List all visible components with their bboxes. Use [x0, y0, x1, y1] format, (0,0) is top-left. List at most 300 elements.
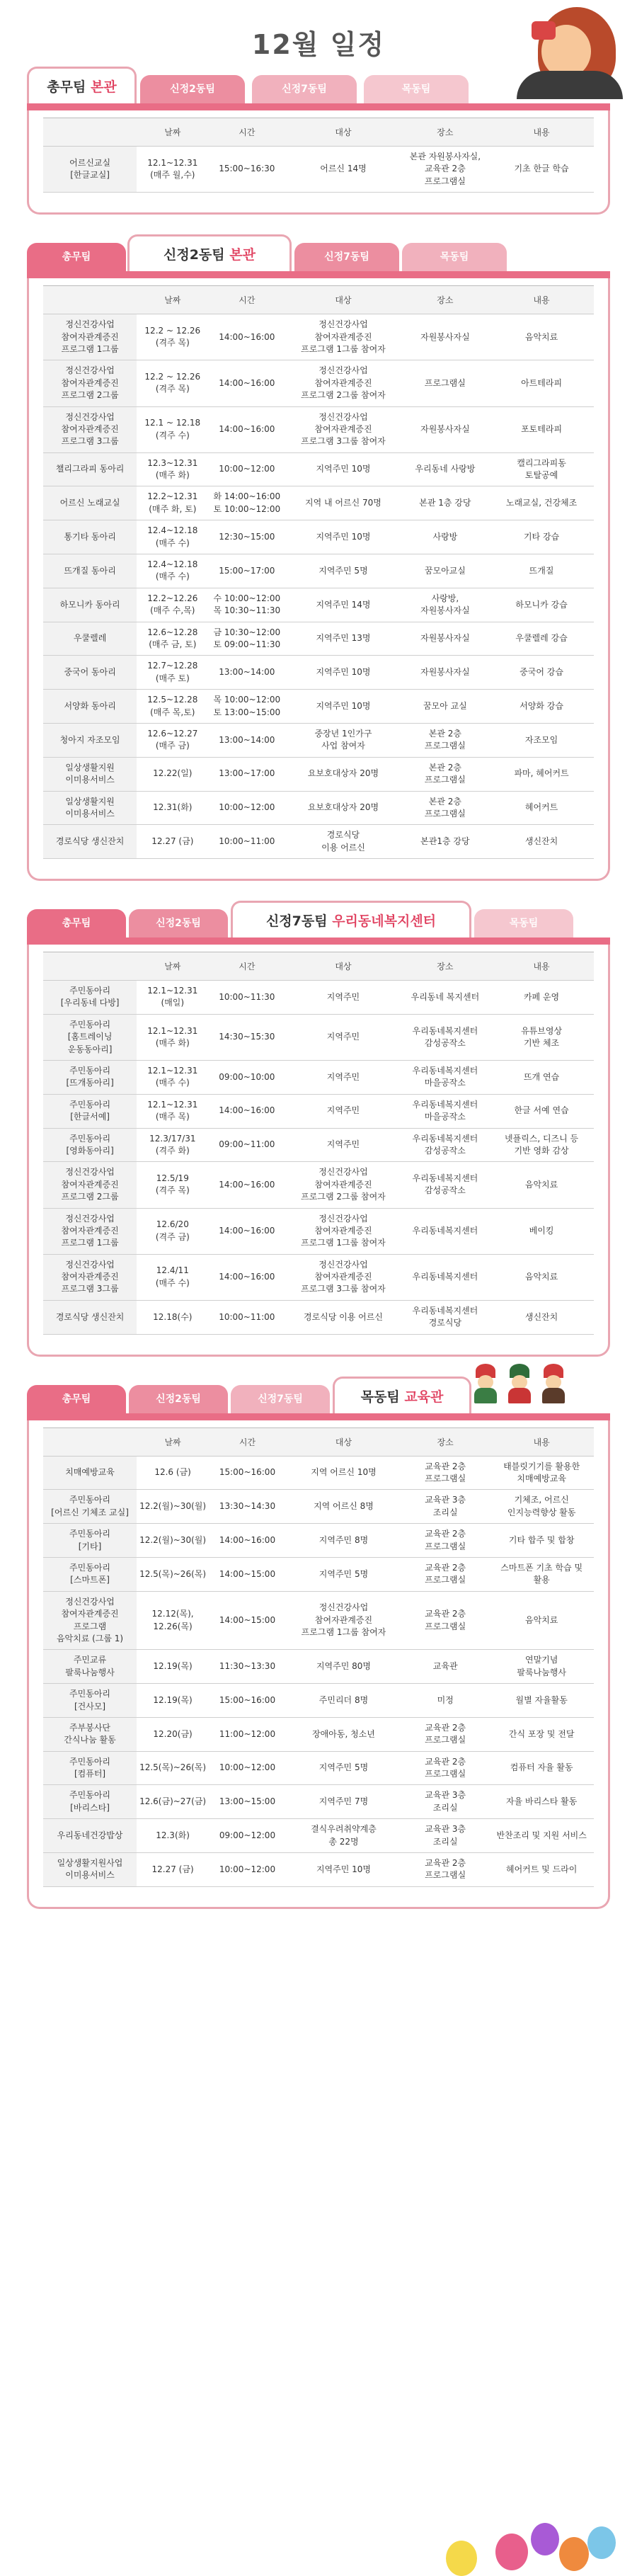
table-cell: 지역주민 10명: [285, 690, 401, 724]
tab-sinjeong2[interactable]: 신정2동팀 본관: [127, 234, 292, 271]
program-name-cell: 주민동아리 [기타]: [43, 1524, 137, 1558]
table-row: [43, 723, 594, 757]
program-name-cell: 어르신교실 [한글교실]: [43, 147, 137, 193]
table-cell: 본관 1층 강당: [401, 486, 489, 520]
program-name-cell: 주민동아리 [바리스타]: [43, 1785, 137, 1819]
schedule-table: [43, 1427, 594, 1887]
table-cell: 교육관 2층 프로그램실: [401, 1456, 489, 1490]
table-row: [43, 554, 594, 588]
page-title: 12월 일정: [251, 29, 386, 60]
table-cell: 지역 어르신 8명: [286, 1490, 401, 1524]
table-cell: 우리동네복지센터 경로식당: [401, 1300, 489, 1334]
table-cell: 12.5/19 (격주 목): [137, 1162, 208, 1208]
table-row: [43, 1785, 594, 1819]
panel: [27, 271, 610, 881]
table-cell: 14:30~15:30: [208, 1014, 285, 1060]
table-cell: 우리동네복지센터 감성공작소: [401, 1162, 489, 1208]
program-name-cell: 정신건강사업 참여자관계증진 프로그램 1그룹: [43, 1208, 137, 1254]
program-name-cell: 주민동아리 [한글서예]: [43, 1094, 137, 1128]
table-row: [43, 360, 594, 406]
program-name-cell: 뜨개질 동아리: [43, 554, 137, 588]
table-cell: 지역주민 7명: [286, 1785, 401, 1819]
table-cell: 교육관 3층 조리실: [401, 1490, 489, 1524]
table-cell: 지역주민 10명: [286, 1853, 401, 1887]
column-header: 시간: [208, 952, 285, 981]
table-row: [43, 406, 594, 452]
table-cell: 12.1 ~ 12.18 (격주 수): [137, 406, 208, 452]
table-row: [43, 825, 594, 859]
program-name-cell: 경로식당 생신잔치: [43, 825, 137, 859]
table-row: [43, 656, 594, 690]
table-cell: 지역주민 13명: [285, 622, 401, 656]
table-cell: 요보호대상자 20명: [285, 757, 401, 791]
column-header: 장소: [401, 952, 489, 981]
program-name-cell: 주민동아리 [영화동아리]: [43, 1128, 137, 1162]
table-cell: 본관1층 강당: [401, 825, 489, 859]
table-cell: 14:00~16:00: [208, 1254, 285, 1300]
table-row: [43, 1558, 594, 1592]
table-cell: 12.22(일): [137, 757, 208, 791]
program-name-cell: 일상생활지원사업 이미용서비스: [43, 1853, 137, 1887]
table-cell: 12.2~12.31 (매주 화, 토): [137, 486, 208, 520]
table-cell: 12.3(화): [137, 1819, 209, 1853]
table-cell: 교육관 3층 조리실: [401, 1785, 489, 1819]
tab-sinjeong2[interactable]: 신정2동팀: [129, 909, 228, 937]
table-cell: 14:00~16:00: [208, 1094, 285, 1128]
panel: [27, 937, 610, 1357]
table-row: [43, 1717, 594, 1751]
table-cell: 우리동네복지센터: [401, 1254, 489, 1300]
children-in-winter-hats-illustration: [471, 1364, 578, 1406]
program-name-cell: 정신건강사업 참여자관계증진 프로그램 2그룹: [43, 1162, 137, 1208]
table-cell: 12.1~12.31 (매일): [137, 981, 208, 1015]
table-cell: 09:00~11:00: [208, 1128, 285, 1162]
table-cell: 기타 합주 및 합창: [489, 1524, 594, 1558]
table-cell: 본관 2층 프로그램실: [401, 791, 489, 825]
table-row: [43, 1128, 594, 1162]
table-cell: 14:00~16:00: [208, 1162, 285, 1208]
column-header: 장소: [401, 1427, 489, 1456]
table-cell: 12.2(월)~30(월): [137, 1490, 209, 1524]
table-cell: 12.27 (금): [137, 1853, 209, 1887]
table-cell: 10:00~11:00: [208, 1300, 285, 1334]
table-cell: 12.20(금): [137, 1717, 209, 1751]
table-cell: 교육관 2층 프로그램실: [401, 1751, 489, 1785]
table-cell: 태블릿기기를 활용한 치매예방교육: [489, 1456, 594, 1490]
table-cell: 12.2 ~ 12.26 (격주 목): [137, 314, 208, 360]
table-cell: 수 10:00~12:00 목 10:30~11:30: [208, 588, 285, 622]
section-chongmu: [27, 64, 610, 215]
table-cell: 컴퓨터 자율 활동: [489, 1751, 594, 1785]
program-name-cell: 일상생활지원 이미용서비스: [43, 757, 137, 791]
program-name-cell: 경로식당 생신잔치: [43, 1300, 137, 1334]
table-cell: 12.5(목)~26(목): [137, 1751, 209, 1785]
table-cell: 정신건강사업 참여자관계증진 프로그램 1그룹 참여자: [286, 1591, 401, 1650]
table-cell: 지역 어르신 10명: [286, 1456, 401, 1490]
table-row: [43, 1061, 594, 1095]
table-cell: 지역주민: [285, 1094, 401, 1128]
table-cell: 09:00~10:00: [208, 1061, 285, 1095]
table-cell: 교육관 2층 프로그램실: [401, 1591, 489, 1650]
table-cell: 정신건강사업 참여자관계증진 프로그램 2그룹 참여자: [285, 360, 401, 406]
table-row: [43, 1650, 594, 1684]
table-row: [43, 1751, 594, 1785]
column-header: 시간: [208, 118, 285, 147]
table-cell: 정신건강사업 참여자관계증진 프로그램 1그룹 참여자: [285, 1208, 401, 1254]
table-cell: 12.31(화): [137, 791, 208, 825]
program-name-cell: 정신건강사업 참여자관계증진 프로그램 3그룹: [43, 406, 137, 452]
column-header: 대상: [286, 1427, 401, 1456]
table-cell: 꿈모아 교실: [401, 690, 489, 724]
table-cell: 자원봉사자실: [401, 406, 489, 452]
program-name-cell: 하모니카 동아리: [43, 588, 137, 622]
tab-chongmu[interactable]: 총무팀: [27, 909, 126, 937]
table-cell: 12.1~12.31 (매주 수): [137, 1061, 208, 1095]
column-header: [43, 286, 137, 314]
program-name-cell: 주민동아리 [뜨개동아리]: [43, 1061, 137, 1095]
table-cell: 프로그램실: [401, 360, 489, 406]
table-cell: 주민리더 8명: [286, 1684, 401, 1718]
tab-chongmu[interactable]: 총무팀: [27, 1385, 126, 1413]
table-row: [43, 1254, 594, 1300]
table-cell: 헤어커트: [489, 791, 594, 825]
table-header-row: [43, 118, 594, 147]
table-cell: 음악치료: [489, 314, 594, 360]
table-cell: 어르신 14명: [285, 147, 401, 193]
table-cell: 지역주민: [285, 981, 401, 1015]
table-cell: 12.5(목)~26(목): [137, 1558, 209, 1592]
table-cell: 09:00~12:00: [209, 1819, 286, 1853]
table-cell: 본관 자원봉사자실, 교육관 2층 프로그램실: [401, 147, 489, 193]
column-header: 내용: [489, 118, 594, 147]
program-name-cell: 정신건강사업 참여자관계증진 프로그램 음악치료 (그룹 1): [43, 1591, 137, 1650]
table-cell: 넷플릭스, 디즈니 등 기반 영화 감상: [489, 1128, 594, 1162]
program-name-cell: 치매예방교육: [43, 1456, 137, 1490]
program-name-cell: 주부봉사단 간식나눔 활동: [43, 1717, 137, 1751]
program-name-cell: 주민동아리 [스마트폰]: [43, 1558, 137, 1592]
table-row: [43, 1819, 594, 1853]
tab-sinjeong7[interactable]: 신정7동팀: [294, 243, 399, 271]
table-cell: 생신잔치: [489, 1300, 594, 1334]
table-cell: 경로식당 이용 어르신: [285, 1300, 401, 1334]
tab-sinjeong7[interactable]: 신정7동팀: [231, 1385, 330, 1413]
column-header: 날짜: [137, 952, 208, 981]
panel: [27, 1413, 610, 1909]
table-cell: 유튜브영상 기반 체조: [489, 1014, 594, 1060]
table-cell: 목 10:00~12:00 토 13:00~15:00: [208, 690, 285, 724]
tab-sinjeong2[interactable]: 신정2동팀: [129, 1385, 228, 1413]
table-header-row: [43, 1427, 594, 1456]
table-cell: 12.2~12.26 (매주 수,목): [137, 588, 208, 622]
table-row: [43, 1208, 594, 1254]
section-sinjeong2: [27, 232, 610, 881]
table-cell: 12.4~12.18 (매주 수): [137, 520, 208, 554]
table-cell: 우리동네복지센터 감성공작소: [401, 1128, 489, 1162]
table-cell: 우쿨렐레 강습: [489, 622, 594, 656]
table-cell: 꿈모아교실: [401, 554, 489, 588]
table-cell: 화 14:00~16:00 토 10:00~12:00: [208, 486, 285, 520]
column-header: 내용: [489, 952, 594, 981]
table-cell: 우리동네복지센터 마을공작소: [401, 1061, 489, 1095]
table-cell: 12.1~12.31 (매주 목): [137, 1094, 208, 1128]
table-cell: 월별 자율활동: [489, 1684, 594, 1718]
table-cell: 지역주민 5명: [286, 1558, 401, 1592]
column-header: 대상: [285, 286, 401, 314]
program-name-cell: 어르신 노래교실: [43, 486, 137, 520]
column-header: 날짜: [137, 118, 208, 147]
table-cell: 정신건강사업 참여자관계증진 프로그램 1그룹 참여자: [285, 314, 401, 360]
table-cell: 지역주민 5명: [285, 554, 401, 588]
table-cell: 생신잔치: [489, 825, 594, 859]
table-cell: 15:00~17:00: [208, 554, 285, 588]
table-cell: 14:00~16:00: [208, 360, 285, 406]
schedule-table: [43, 118, 594, 193]
tab-mokdong[interactable]: 목동팀: [364, 75, 469, 103]
table-cell: 14:00~16:00: [208, 406, 285, 452]
panel: [27, 103, 610, 215]
table-cell: 중장년 1인가구 사업 참여자: [285, 723, 401, 757]
program-name-cell: 우쿨렐레: [43, 622, 137, 656]
table-cell: 12.1~12.31 (매주 화): [137, 1014, 208, 1060]
table-row: [43, 791, 594, 825]
header: [0, 0, 637, 64]
table-row: [43, 1591, 594, 1650]
table-cell: 12.4/11 (매주 수): [137, 1254, 208, 1300]
table-cell: 교육관 2층 프로그램실: [401, 1524, 489, 1558]
table-cell: 기체조, 어르신 인지능력향상 활동: [489, 1490, 594, 1524]
tab-bar: [27, 898, 610, 937]
table-cell: 본관 2층 프로그램실: [401, 723, 489, 757]
column-header: 대상: [285, 118, 401, 147]
column-header: 시간: [209, 1427, 286, 1456]
table-cell: 자원봉사자실: [401, 622, 489, 656]
tab-sinjeong2[interactable]: 신정2동팀: [140, 75, 245, 103]
tab-mokdong[interactable]: 목동팀 교육관: [333, 1377, 471, 1413]
tab-chongmu[interactable]: 총무팀: [27, 243, 126, 271]
table-cell: 12.2(월)~30(월): [137, 1524, 209, 1558]
table-cell: 지역주민 10명: [285, 520, 401, 554]
table-cell: 금 10:30~12:00 토 09:00~11:30: [208, 622, 285, 656]
tab-mokdong[interactable]: 목동팀: [474, 909, 573, 937]
program-name-cell: 주민교류 팔룩나눔행사: [43, 1650, 137, 1684]
table-cell: 우리동네복지센터 감성공작소: [401, 1014, 489, 1060]
table-cell: 우리동네 복지센터: [401, 981, 489, 1015]
program-name-cell: 주민동아리 [어르신 기체조 교실]: [43, 1490, 137, 1524]
table-row: [43, 1094, 594, 1128]
table-cell: 12.3/17/31 (격주 화): [137, 1128, 208, 1162]
table-cell: 12.6~12.28 (매주 금, 토): [137, 622, 208, 656]
table-cell: 우리동네복지센터 마을공작소: [401, 1094, 489, 1128]
table-cell: 정신건강사업 참여자관계증진 프로그램 3그룹 참여자: [285, 1254, 401, 1300]
table-cell: 13:00~17:00: [208, 757, 285, 791]
column-header: 내용: [489, 286, 594, 314]
tab-bar: [27, 64, 610, 103]
table-cell: 사랑방, 자원봉사자실: [401, 588, 489, 622]
program-name-cell: 챌리그라피 동아리: [43, 452, 137, 486]
table-cell: 지역주민: [285, 1061, 401, 1095]
schedule-table: [43, 285, 594, 859]
table-cell: 10:00~12:00: [209, 1751, 286, 1785]
table-cell: 10:00~12:00: [209, 1853, 286, 1887]
table-cell: 12.12(목), 12.26(목): [137, 1591, 209, 1650]
table-cell: 요보호대상자 20명: [285, 791, 401, 825]
table-cell: 12.6 (금): [137, 1456, 209, 1490]
table-cell: 우리동네복지센터: [401, 1208, 489, 1254]
tab-sinjeong7[interactable]: 신정7동팀: [252, 75, 357, 103]
column-header: 내용: [489, 1427, 594, 1456]
tab-sinjeong7[interactable]: 신정7동팀 우리동네복지센터: [231, 901, 471, 937]
table-cell: 15:00~16:00: [209, 1456, 286, 1490]
table-cell: 미정: [401, 1684, 489, 1718]
table-cell: 12.2 ~ 12.26 (격주 목): [137, 360, 208, 406]
table-cell: 지역주민: [285, 1014, 401, 1060]
table-cell: 결식우려취약계층 총 22명: [286, 1819, 401, 1853]
table-cell: 12.4~12.18 (매주 수): [137, 554, 208, 588]
column-header: 날짜: [137, 286, 208, 314]
table-row: [43, 588, 594, 622]
table-cell: 교육관: [401, 1650, 489, 1684]
table-row: [43, 981, 594, 1015]
table-cell: 뜨개질: [489, 554, 594, 588]
table-cell: 장애아동, 청소년: [286, 1717, 401, 1751]
table-cell: 파마, 헤어커트: [489, 757, 594, 791]
table-row: [43, 1300, 594, 1334]
table-row: [43, 520, 594, 554]
section-sinjeong7: [27, 898, 610, 1357]
table-row: [43, 1684, 594, 1718]
table-cell: 15:00~16:30: [208, 147, 285, 193]
table-header-row: [43, 952, 594, 981]
table-row: [43, 314, 594, 360]
table-cell: 교육관 3층 조리실: [401, 1819, 489, 1853]
table-row: [43, 757, 594, 791]
table-row: [43, 690, 594, 724]
table-cell: 정신건강사업 참여자관계증진 프로그램 3그룹 참여자: [285, 406, 401, 452]
table-cell: 15:00~16:00: [209, 1684, 286, 1718]
table-row: [43, 147, 594, 193]
table-cell: 자원봉사자실: [401, 656, 489, 690]
table-cell: 스마트폰 기초 학습 및 활용: [489, 1558, 594, 1592]
table-cell: 뜨개 연습: [489, 1061, 594, 1095]
table-row: [43, 1490, 594, 1524]
table-cell: 10:00~12:00: [208, 791, 285, 825]
table-cell: 12.18(수): [137, 1300, 208, 1334]
table-cell: 11:00~12:00: [209, 1717, 286, 1751]
column-header: 장소: [401, 118, 489, 147]
table-row: [43, 1162, 594, 1208]
table-cell: 음악치료: [489, 1254, 594, 1300]
program-name-cell: 정신건강사업 참여자관계증진 프로그램 3그룹: [43, 1254, 137, 1300]
table-cell: 지역주민: [285, 1128, 401, 1162]
table-cell: 14:00~15:00: [209, 1591, 286, 1650]
program-name-cell: 정신건강사업 참여자관계증진 프로그램 2그룹: [43, 360, 137, 406]
program-name-cell: 주민동아리 [홈트레이닝 운동동아리]: [43, 1014, 137, 1060]
program-name-cell: 청아지 자조모임: [43, 723, 137, 757]
table-cell: 기초 한글 학습: [489, 147, 594, 193]
tab-bar: [27, 232, 610, 271]
table-cell: 11:30~13:30: [209, 1650, 286, 1684]
table-cell: 지역주민 14명: [285, 588, 401, 622]
table-cell: 14:00~16:00: [208, 314, 285, 360]
table-cell: 자원봉사자실: [401, 314, 489, 360]
table-cell: 경로식당 이용 어르신: [285, 825, 401, 859]
table-row: [43, 1524, 594, 1558]
table-cell: 14:00~16:00: [208, 1208, 285, 1254]
tab-chongmu[interactable]: 총무팀 본관: [27, 67, 137, 103]
table-header-row: [43, 286, 594, 314]
table-row: [43, 452, 594, 486]
table-cell: 지역 내 어르신 70명: [285, 486, 401, 520]
table-cell: 서양화 강습: [489, 690, 594, 724]
program-name-cell: 통기타 동아리: [43, 520, 137, 554]
column-header: [43, 1427, 137, 1456]
table-cell: 연말기념 팔룩나눔행사: [489, 1650, 594, 1684]
table-cell: 한글 서예 연습: [489, 1094, 594, 1128]
table-cell: 포토테라피: [489, 406, 594, 452]
balloons-illustration: [439, 2519, 623, 2569]
table-cell: 자율 바리스타 활동: [489, 1785, 594, 1819]
table-cell: 자조모임: [489, 723, 594, 757]
section-mokdong: [27, 1374, 610, 1909]
table-cell: 12.7~12.28 (매주 토): [137, 656, 208, 690]
column-header: 대상: [285, 952, 401, 981]
program-name-cell: 중국어 동아리: [43, 656, 137, 690]
table-cell: 정신건강사업 참여자관계증진 프로그램 2그룹 참여자: [285, 1162, 401, 1208]
table-cell: 지역주민 10명: [285, 656, 401, 690]
table-cell: 사랑방: [401, 520, 489, 554]
table-cell: 베이킹: [489, 1208, 594, 1254]
tab-mokdong[interactable]: 목동팀: [402, 243, 507, 271]
table-cell: 교육관 2층 프로그램실: [401, 1853, 489, 1887]
table-row: [43, 486, 594, 520]
program-name-cell: 주민동아리 [건사모]: [43, 1684, 137, 1718]
table-cell: 지역주민 80명: [286, 1650, 401, 1684]
table-cell: 중국어 강습: [489, 656, 594, 690]
table-cell: 기타 강습: [489, 520, 594, 554]
table-cell: 12:30~15:00: [208, 520, 285, 554]
column-header: [43, 118, 137, 147]
table-cell: 10:00~11:00: [208, 825, 285, 859]
table-cell: 12.5~12.28 (매주 목,토): [137, 690, 208, 724]
program-name-cell: 서양화 동아리: [43, 690, 137, 724]
program-name-cell: 일상생활지원 이미용서비스: [43, 791, 137, 825]
table-cell: 12.1~12.31 (매주 월,수): [137, 147, 208, 193]
column-header: 날짜: [137, 1427, 209, 1456]
table-cell: 하모니카 강습: [489, 588, 594, 622]
column-header: 장소: [401, 286, 489, 314]
table-cell: 10:00~12:00: [208, 452, 285, 486]
program-name-cell: 주민동아리 [우리동네 다방]: [43, 981, 137, 1015]
table-cell: 12.6(금)~27(금): [137, 1785, 209, 1819]
table-cell: 12.6~12.27 (매주 금): [137, 723, 208, 757]
table-cell: 음악치료: [489, 1162, 594, 1208]
table-cell: 교육관 2층 프로그램실: [401, 1717, 489, 1751]
table-cell: 음악치료: [489, 1591, 594, 1650]
program-name-cell: 우리동네건강밥상: [43, 1819, 137, 1853]
table-cell: 우리동네 사랑방: [401, 452, 489, 486]
table-cell: 반찬조리 및 지원 서비스: [489, 1819, 594, 1853]
table-cell: 12.19(목): [137, 1684, 209, 1718]
table-cell: 12.6/20 (격주 금): [137, 1208, 208, 1254]
table-cell: 14:00~16:00: [209, 1524, 286, 1558]
table-cell: 12.27 (금): [137, 825, 208, 859]
table-cell: 캘리그라피동 토탈공예: [489, 452, 594, 486]
schedule-table: [43, 952, 594, 1335]
table-row: [43, 1456, 594, 1490]
table-cell: 지역주민 5명: [286, 1751, 401, 1785]
column-header: 시간: [208, 286, 285, 314]
table-cell: 헤어커트 및 드라이: [489, 1853, 594, 1887]
